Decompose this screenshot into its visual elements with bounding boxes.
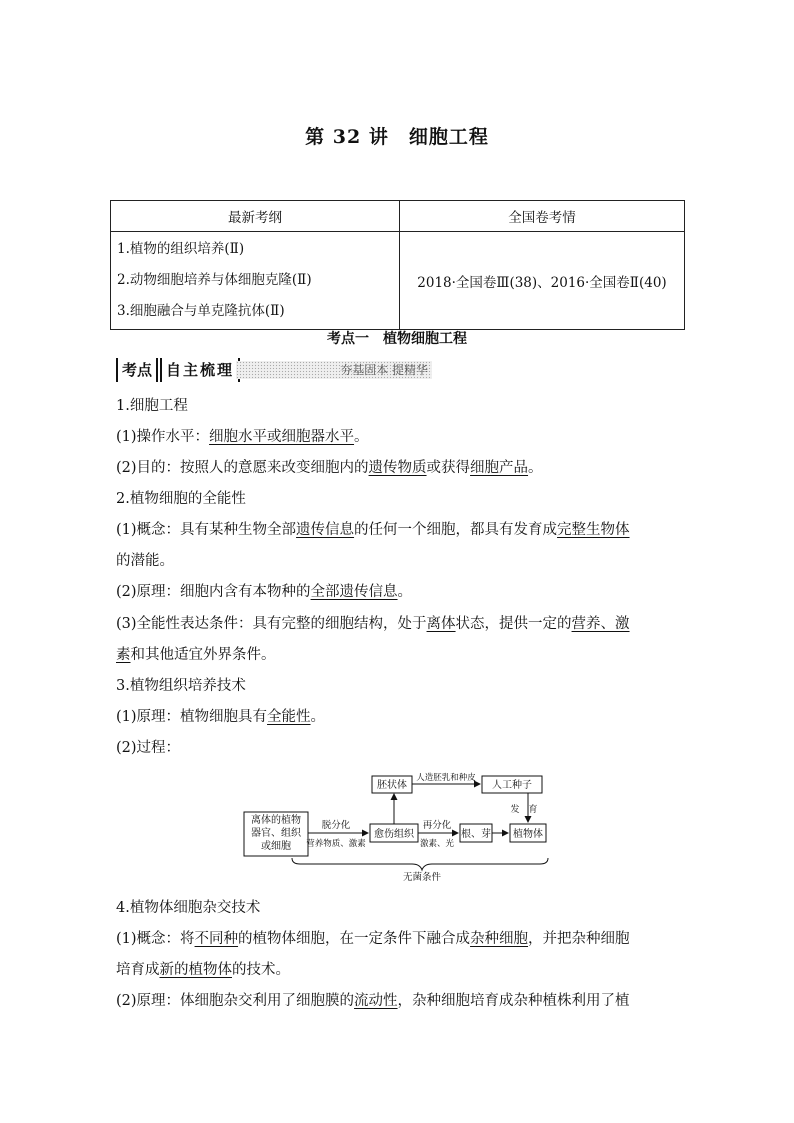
- start-box-label: 器官、组织: [251, 828, 301, 839]
- key-term: 离体: [426, 616, 456, 632]
- syllabus-item: 1.植物的组织培养(Ⅱ): [117, 241, 245, 257]
- start-box-label: 或细胞: [261, 841, 291, 852]
- arrow-label: 营养物质、激素: [306, 839, 366, 849]
- key-term: 素: [116, 647, 131, 663]
- key-term: 细胞水平或细胞器水平: [209, 429, 355, 445]
- text: 。: [528, 460, 543, 476]
- key-term: 全部遗传信息: [310, 584, 398, 600]
- text: 的植物体细胞，在一定条件下融合成: [238, 931, 471, 947]
- text: 或获得: [426, 460, 471, 476]
- text: ，并把杂种细胞: [528, 931, 630, 947]
- callus-label: 愈伤组织: [374, 829, 414, 840]
- arrow-label: 人造胚乳和种皮: [416, 773, 476, 783]
- paragraph-line: [116, 960, 290, 980]
- key-term: 不同种: [194, 931, 239, 947]
- banner-tag-review: 自主梳理: [160, 358, 240, 382]
- syllabus-item: 2.动物细胞培养与体细胞克隆(Ⅱ): [117, 272, 312, 288]
- paragraph-line: [116, 458, 543, 478]
- banner-tag-kaodian: 考点: [116, 358, 158, 382]
- roots-label: 根、芽: [461, 829, 491, 840]
- syllabus-list: [111, 232, 400, 330]
- key-term: 杂种细胞: [470, 931, 529, 947]
- paragraph-line: [116, 520, 630, 540]
- paragraph-line: 的潜能。: [116, 553, 174, 569]
- embryoid-label: 胚状体: [377, 780, 407, 791]
- heading-cell-engineering: 1.细胞工程: [116, 398, 188, 414]
- key-term: 遗传物质: [368, 460, 427, 476]
- paragraph-line: [116, 645, 276, 665]
- text: 培育成: [116, 962, 160, 978]
- text: (1)概念：具有某种生物全部: [116, 522, 297, 538]
- text: (2)原理：体细胞杂交利用了细胞膜的: [116, 993, 355, 1009]
- heading-somatic-hybridization: 4.植物体细胞杂交技术: [116, 900, 261, 916]
- key-term: 遗传信息: [296, 522, 355, 538]
- text: 。: [397, 584, 413, 600]
- banner-slogan: 夯基固本 提精华: [236, 361, 432, 379]
- arrow-label: 再分化: [422, 820, 452, 831]
- key-term: 营养、激: [571, 616, 630, 632]
- key-term: 完整生物体: [557, 522, 630, 538]
- text: 的任何一个细胞，都具有发育成: [354, 522, 558, 538]
- table-header-syllabus: 最新考纲: [111, 201, 400, 232]
- plant-label: 植物体: [513, 829, 543, 840]
- text: (1)原理：植物细胞具有: [116, 709, 268, 725]
- text: (3)全能性表达条件：具有完整的细胞结构，处于: [116, 616, 427, 632]
- text: (1)操作水平：: [116, 429, 210, 445]
- kaodian-title: 考点一 植物细胞工程: [327, 331, 467, 347]
- heading-totipotency: 2.植物细胞的全能性: [116, 491, 246, 507]
- key-term: 全能性: [267, 709, 311, 725]
- paragraph-line: [116, 929, 630, 949]
- arrow-label: 脱分化: [321, 820, 351, 831]
- arrow-label: 发 育: [510, 805, 538, 815]
- paragraph-line: [116, 427, 369, 447]
- key-term: 新的植物体: [159, 962, 232, 978]
- paragraph-line: [116, 707, 325, 727]
- tissue-culture-diagram: [240, 770, 560, 888]
- paragraph-line: [116, 991, 630, 1011]
- artificial-seed-label: 人工种子: [492, 780, 532, 791]
- text: (2)目的：按照人的意愿来改变细胞内的: [116, 460, 369, 476]
- exam-info: 2018·全国卷Ⅲ(38)、2016·全国卷Ⅱ(40): [400, 232, 685, 330]
- text: 。: [310, 709, 326, 725]
- text: 。: [354, 429, 369, 445]
- paragraph-line: [116, 614, 630, 634]
- text: 和其他适宜外界条件。: [130, 647, 276, 663]
- arrow-label: 激素、光: [419, 839, 455, 849]
- text: (1)概念：将: [116, 931, 195, 947]
- text: 状态，提供一定的: [455, 616, 572, 632]
- text: 的技术。: [232, 962, 290, 978]
- brace-label: 无菌条件: [402, 872, 442, 883]
- section-banner: [116, 358, 436, 384]
- heading-tissue-culture: 3.植物组织培养技术: [116, 678, 246, 694]
- start-box-label: 离体的植物: [251, 815, 301, 826]
- page-title: 第 32 讲 细胞工程: [305, 126, 489, 148]
- syllabus-item: 3.细胞融合与单克隆抗体(Ⅱ): [117, 303, 285, 319]
- text: (2)原理：细胞内含有本物种的: [116, 584, 311, 600]
- paragraph-line: [116, 582, 412, 602]
- paragraph-line: (2)过程：: [116, 740, 181, 756]
- syllabus-table: [110, 200, 685, 330]
- text: ，杂种细胞培育成杂种植株利用了植: [397, 993, 630, 1009]
- key-term: 细胞产品: [470, 460, 529, 476]
- sterile-brace: [292, 858, 548, 870]
- key-term: 流动性: [354, 993, 398, 1009]
- table-header-exam: 全国卷考情: [400, 201, 685, 232]
